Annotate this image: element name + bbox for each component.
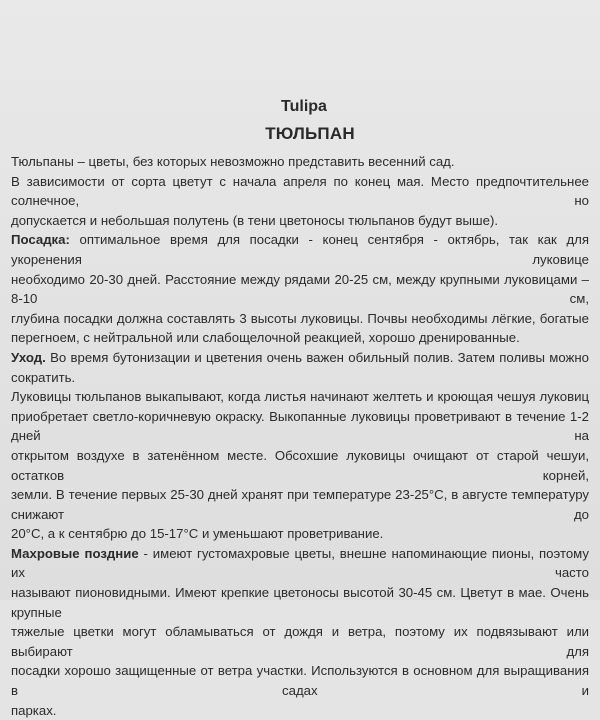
line-text: открытом воздухе в затенённом месте. Обсохшие луковицы очищают от старой чешуи, остатков корней, (11, 447, 589, 483)
line-text: оптимальное время для посадки - конец сентября - октябрь, так как для укоренения луковице (11, 232, 589, 267)
body-text (11, 152, 589, 720)
section-heading: Посадка: (11, 232, 70, 248)
text-line (11, 152, 589, 172)
line-text: посадки хорошо защищенные от ветра участки. Используются в основном для выращивания в садах и (11, 663, 589, 699)
line-text: приобретает светло-коричневую окраску. Выкопанные луковицы проветривают в течение 1-2 дней на (11, 408, 589, 444)
text-line (11, 661, 589, 700)
line-text: глубина посадки должна составлять 3 высоты луковицы. Почвы необходимы лёгкие, богатые (11, 310, 589, 326)
section-heading: Махровые поздние (11, 545, 139, 561)
section-heading: Уход. (11, 349, 46, 365)
text-line (11, 348, 589, 387)
text-line (11, 407, 589, 446)
russian-title: ТЮЛЬПАН (265, 124, 355, 143)
line-text: тяжелые цветки могут обламываться от дождя и ветра, поэтому их подвязывают или выбирают для (11, 624, 589, 659)
text-line (11, 211, 589, 231)
line-text: - имеют густомахровые цветы, внешне напоминающие пионы, поэтому их часто (11, 545, 589, 581)
line-text: Тюльпаны – цветы, без которых невозможно представить весенний сад. (11, 154, 455, 169)
latin-title: Tulipa (281, 98, 327, 115)
text-line (11, 446, 589, 485)
line-text: перегноем, с нейтральной или слабощелочной реакцией, хорошо дренированные. (11, 330, 520, 346)
line-text: Луковицы тюльпанов выкапывают, когда листья начинают желтеть и кроющая чешуя луковиц (11, 389, 589, 405)
line-text: 20°С, а к сентябрю до 15-17°С и уменьшают проветривание. (11, 526, 384, 542)
line-text: В зависимости от сорта цветут с начала апреля по конец мая. Место предпочтительнее солнечное, но (11, 173, 589, 209)
text-line (11, 309, 589, 329)
line-text: допускается и небольшая полутень (в тени цветоносы тюльпанов будут выше). (11, 212, 499, 228)
line-text: земли. В течение первых 25-30 дней хранят при температуре 23-25°С, в августе температуру снижают до (11, 487, 589, 522)
text-line (11, 172, 589, 211)
line-text: называют пионовидными. Имеют крепкие цветоносы высотой 30-45 см. Цветут в мае. Очень крупные (11, 585, 589, 620)
text-line (11, 387, 589, 407)
line-text: необходимо 20-30 дней. Расстояние между рядами 20-25 см, между крупными луковицами – 8-10 см, (11, 271, 589, 307)
text-line (11, 583, 589, 622)
text-line (11, 485, 589, 524)
text-line (11, 622, 589, 661)
line-text: Во время бутонизации и цветения очень важен обильный полив. Затем поливы можно сократить. (11, 349, 589, 385)
text-line (11, 270, 589, 309)
text-line (11, 230, 589, 269)
text-line (11, 328, 589, 348)
text-line (11, 701, 589, 720)
line-text: парках. (11, 702, 57, 718)
text-line (11, 524, 589, 544)
text-line (11, 544, 589, 583)
